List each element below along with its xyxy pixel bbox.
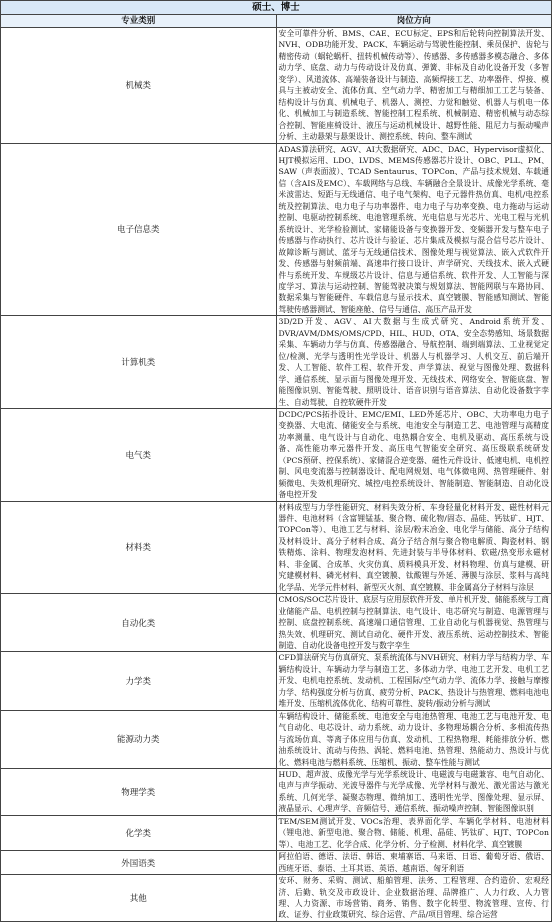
positions-cell: 材料成型与力学性能研究、材料失效分析、车身轻量化材料开发、磁性材料元器件、电池材料（含富锂锰基、聚合物、硫化物/固态、晶硅、钙钛矿、HJT、TOPCon等）、电池工艺与材料、涂层/粉末冶金、电化学与储能、高分子结构及材料设计、高分子材料合成、高分子结合剂与聚合物电解质、陶瓷材料、钢铁精炼、涂料、物理发泡材料、先进封装与半导体材料、软磁/热变形永磁材料、非金属、合成革、火灾仿真、质料模具开发、材料物理、仿真与建模、研究建模材料、磷光材料、真空镀膜、钛酸锂与外延、薄膜与涂层、浆料与高纯化学品、光学元件材料、新型灭火剂、真空镀膜、非金属高分子材料与涂层	[276, 501, 552, 594]
category-cell: 材料类	[1, 501, 277, 594]
table-row	[1, 851, 552, 875]
positions-cell: DCDC/PCS拓扑设计、EMC/EMI、LED外延芯片、OBC、大功率电力电子变换器、大电流、储能安全与系统、电池安全与制造工艺、电池管理与高精度功率测量、电气设计与自动化、电热耦合安全、电机及驱动、高压系统与设备、高性能功率元器件开发、高压电气智能安全研究、高压级联系统研发（PCS预研、控保系统）、家储混合逆变器、磁性元件设计、低速电机、电机控制、风电变流器与控制器设计、配电网规划、电气体微电网、热管理硬件、射频微电、失效机理研究、城控/电控系统设计、智能制造、智能制造、自动化设备电控开发	[276, 408, 552, 501]
category-cell: 机械类	[1, 28, 277, 144]
positions-cell: 3D/2D开发、AGV、AI大数据与生成式研究、Android系统开发、DVR/AVM/DMS/OMS/CPD、HIL、HUD、OTA、安全态势感知、场景数据采集、车辆动力学与仿真、传感器融合、导航控制、端到端算法、工业视觉定位/检测、光学与透明性光学设计、机器人与机器学习、人机交互、前后端开发、人工智能、软件工程、软件开发、声学算法、视觉与图像处理、数据科学、通信系统、显示面与图像处理开发、无线技术、网络安全、智能底盘、智能图像识别、智能驾驶、照明设计、语音识别与语音算法、自动化设备数字孪生、自动驾驶、自控软硬件开发	[276, 316, 552, 409]
table-title-row	[1, 1, 552, 15]
table-title: 硕士、博士	[1, 1, 552, 15]
table-row	[1, 316, 552, 409]
table-row	[1, 501, 552, 594]
category-cell: 力学类	[1, 652, 277, 710]
positions-cell: HUD、超声波、成像光学与光学系统设计、电磁波与电磁兼容、电气自动化、电声与声学振动、光波导器件与光学成像、光学材料与激光、激光雷达与激光系统、几何光学、凝聚态物理、微纳加工、透明性光学、图像处理、显示屏、液晶显示、心理声学、音频信号、通信系统、振动噪声控制、智能图像识别	[276, 769, 552, 816]
table-row	[1, 652, 552, 710]
positions-column-header: 岗位方向	[276, 15, 552, 28]
table-row	[1, 28, 552, 144]
positions-cell: 阿拉伯语、德语、法语、韩语、柬埔寨语、马来语、日语、葡萄牙语、俄语、西班牙语、泰语、土耳其语、英语、越南语、匈牙利语	[276, 851, 552, 875]
table-row	[1, 594, 552, 652]
category-cell: 外国语类	[1, 851, 277, 875]
table-row	[1, 875, 552, 922]
table-row	[1, 143, 552, 316]
positions-cell: CFD算法研究与仿真研究、泵系统流体与NVH研究、材料力学与结构力学、车辆结构设计、车辆动力学与制造工艺、多体动力学、电池工艺开发、电机工艺开发、电机电控系统、发动机、工程国际/空气动力学、流体力学、接触与摩擦力学、结构强度分析与仿真、疲劳分析、PACK、热设计与热管理、燃料电池电堆开发、压缩机流体优化、结构可靠性、旋转/振动分析与测试	[276, 652, 552, 710]
category-cell: 其他	[1, 875, 277, 922]
category-cell: 自动化类	[1, 594, 277, 652]
category-cell: 电气类	[1, 408, 277, 501]
positions-cell: CMOS/SOC芯片设计、底层与应用层软件开发、单片机开发、储能系统与工商业储能产品、电机控制与控制算法、电气设计、电芯研究与制造、电源管理与控制、底盘控制系统、高速端口通信管理、工业自动化与机器视觉、热管理与热失效、机理研究、测试自动化、硬件开发、液压系统、运动控制技术、智能制造、自动化设备电控开发与数字孪生	[276, 594, 552, 652]
category-cell: 化学类	[1, 815, 277, 850]
category-cell: 计算机类	[1, 316, 277, 409]
positions-cell: ADAS算法研究、AGV、AI大数据研究、ADC、DAC、Hypervisor虚拟化、HJT模拟运用、LDO、LVDS、MEMS传感器芯片设计、OBC、PLL、PM、SAW（声表面波）、TCAD Sentaurus、TOPCon、产品与技术规划、车载通信（含AIS及EMC）、车载网络与总线、车辆融合全景设计、成像光学系统、毫米波雷达、短距与无线通信、电子电气架构、电子元器件热仿真、电机/电控系统及控制算法、电力电子与功率器件、电力电子与功率变换、电力拖动与运动控制、电驱动控制系统、电池管理系统、光电信息与光芯片、光电工程与光机系统设计、光学检验测试、家储能设备与变换器开发、变频器开发与整车电子传感器与作动执行、芯片设计与验证、芯片集成及模拟与混合信号芯片设计、故障诊断与测试、蓝牙与无线通信技术、图像处理与视觉算法、嵌入式软件开发、传感器与射频前端、高速串行接口设计、声学研究、天线技术、嵌入式硬件与系统开发、车规级芯片设计、信息与通信系统、软件开发、人工智能与深度学习、算法与运动控制、智能驾驶决策与规划算法、智能网联与车路协同、数据采集与智能硬件、车载信息与显示技术、真空镀膜、智能感知测试、智能驾驶传感器测试、智能座舱、信号与通信、高压产品开发	[276, 143, 552, 316]
category-cell: 能源动力类	[1, 710, 277, 768]
table-header-row	[1, 15, 552, 28]
table-row	[1, 408, 552, 501]
category-cell: 电子信息类	[1, 143, 277, 316]
positions-cell: 车辆结构设计、储能系统、电池安全与电池热管理、电池工艺与电池开发、电气自动化、电芯设计、动力系统、动力设计、多物理场耦合分析、多相流传热与流场仿真、等离子体应用与仿真、发动机、工程热物理、耗能排放分析、燃油系统设计、流动与传热、涡轮、燃料电池、热管理、热能动力、热设计与优化、燃料电池与燃料系统、压缩机、振动、整车性能与测试	[276, 710, 552, 768]
positions-cell: 安环、财务、采购、测试、船舶管理、法务、工程管理、合约造价、宏观经济、后勤、轨交及市政设计、企业数据治理、品牌推广、人力行政、人力管理、人力资源、市场营销、商务、销售、数字化转型、物流管理、宣传、行政、证券、行业政策研究、综合运营、产品/项目管理、综合运营	[276, 875, 552, 922]
positions-cell: TEM/SEM测试开发、VOCs治理、表界面化学、车辆化学材料、电池材料（锂电池、新型电池、聚合物、储能、机理、晶硅、钙钛矿、HJT、TOPCon等）、电池工艺、化学合成、化学分析、分子检测、材料化学、真空镀膜	[276, 815, 552, 850]
table-row	[1, 815, 552, 850]
table-row	[1, 769, 552, 816]
positions-cell: 安全可靠件分析、BMS、CAE、ECU标定、EPS和后轮转向控制算法开发、NVH、ODB功能开发、PACK、车辆运动与驾驶性能控制、乘员保护、齿轮与精密传动（蜗轮蜗杆、扭转机械传动等）、传感器、多传感器多模态融合、多体动力学、底盘、动力与传动设计及仿真、弹簧、非标及自动化设备开发（多智变学）、风道流体、高端装备设计与制造、高频焊接工艺、功率器件、焊接、模具与主被动安全、流体仿真、空气动力学、精密加工与精细加工工艺与装备、结构设计与仿真、机械电子、机器人、测控、力觉和触觉、机器人与机电一体化、机械加工与制造系统、智能控制工程系统、机械制造、精密机械与动态综合控制、智能座椅设计、液压与运动机械设计、越野性能、阻尼力与振动噪声分析、主动悬架与悬架设计、测控系统、转向、整车测试	[276, 28, 552, 144]
category-column-header: 专业类别	[1, 15, 277, 28]
category-cell: 物理学类	[1, 769, 277, 816]
table-row	[1, 710, 552, 768]
